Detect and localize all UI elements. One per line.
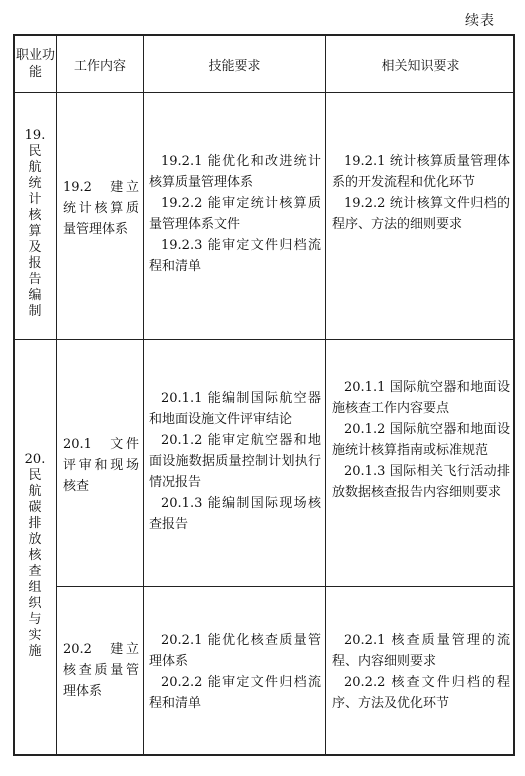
function-char: 编	[28, 288, 42, 303]
function-char: 计	[28, 192, 42, 207]
skill-item: 20.1.3 能编制国际现场核查报告	[149, 496, 321, 532]
column-divider	[325, 36, 326, 754]
function-char: 与	[28, 612, 42, 627]
function-char: 排	[28, 516, 42, 531]
function-20	[22, 452, 48, 660]
knowledge-item: 20.1.2 国际航空器和地面设施统计核算指南或标准规范	[332, 422, 510, 458]
skills-20-1	[149, 388, 321, 535]
header-work-content: 工作内容	[73, 58, 126, 74]
function-char: 航	[28, 160, 42, 175]
function-char: 民	[28, 144, 42, 159]
skills-20-2	[149, 630, 321, 714]
function-number: 19.	[24, 128, 46, 143]
work-content-20-2: 20.2 建立核查质量管理体系	[63, 642, 139, 699]
knowledge-19-2	[332, 151, 510, 235]
function-char: 组	[28, 580, 42, 595]
function-char: 施	[28, 644, 42, 659]
skill-item: 19.2.3 能审定文件归档流程和清单	[149, 238, 321, 274]
knowledge-item: 19.2.2 统计核算文件归档的程序、方法的细则要求	[332, 196, 510, 232]
skill-item: 20.1.1 能编制国际航空器和地面设施文件评审结论	[149, 391, 321, 427]
continued-label: 续表	[465, 13, 495, 29]
column-divider	[56, 36, 57, 754]
competency-table	[13, 34, 515, 756]
function-char: 航	[28, 484, 42, 499]
skill-item: 20.2.2 能审定文件归档流程和清单	[149, 675, 321, 711]
knowledge-item: 20.1.3 国际相关飞行活动排放数据核查报告内容细则要求	[332, 464, 510, 500]
knowledge-item: 20.2.1 核查质量管理的流程、内容细则要求	[332, 633, 510, 669]
skill-item: 19.2.2 能审定统计核算质量管理体系文件	[149, 196, 321, 232]
function-char: 制	[28, 304, 42, 319]
function-char: 核	[28, 548, 42, 563]
function-char: 民	[28, 468, 42, 483]
function-char: 算	[28, 224, 42, 239]
function-char: 统	[28, 176, 42, 191]
function-char: 放	[28, 532, 42, 547]
header-knowledge: 相关知识要求	[381, 58, 460, 74]
work-content-19-2: 19.2 建立统计核算质量管理体系	[63, 180, 139, 237]
function-char: 及	[28, 240, 42, 255]
skill-item: 20.1.2 能审定航空器和地面设施数据质量控制计划执行情况报告	[149, 433, 321, 490]
column-divider	[143, 36, 144, 754]
function-char: 查	[28, 564, 42, 579]
function-number: 20.	[24, 452, 46, 467]
skill-item: 19.2.1 能优化和改进统计核算质量管理体系	[149, 154, 321, 190]
knowledge-20-1	[332, 377, 510, 503]
knowledge-20-2	[332, 630, 510, 714]
function-char: 实	[28, 628, 42, 643]
function-char: 报	[28, 256, 42, 271]
work-content-20-1: 20.1 文件评审和现场核查	[63, 437, 139, 494]
header-function: 职业功能	[15, 48, 55, 80]
function-char: 核	[28, 208, 42, 223]
skills-19-2	[149, 151, 321, 277]
function-19	[22, 128, 48, 320]
function-char: 告	[28, 272, 42, 287]
header-skills: 技能要求	[208, 58, 261, 74]
row-divider	[15, 339, 513, 340]
skill-item: 20.2.1 能优化核查质量管理体系	[149, 633, 321, 669]
knowledge-item: 19.2.1 统计核算质量管理体系的开发流程和优化环节	[332, 154, 510, 190]
knowledge-item: 20.2.2 核查文件归档的程序、方法及优化环节	[332, 675, 510, 711]
function-char: 碳	[28, 500, 42, 515]
knowledge-item: 20.1.1 国际航空器和地面设施核查工作内容要点	[332, 380, 510, 416]
row-divider	[15, 92, 513, 93]
row-divider	[56, 586, 513, 587]
function-char: 织	[28, 596, 42, 611]
